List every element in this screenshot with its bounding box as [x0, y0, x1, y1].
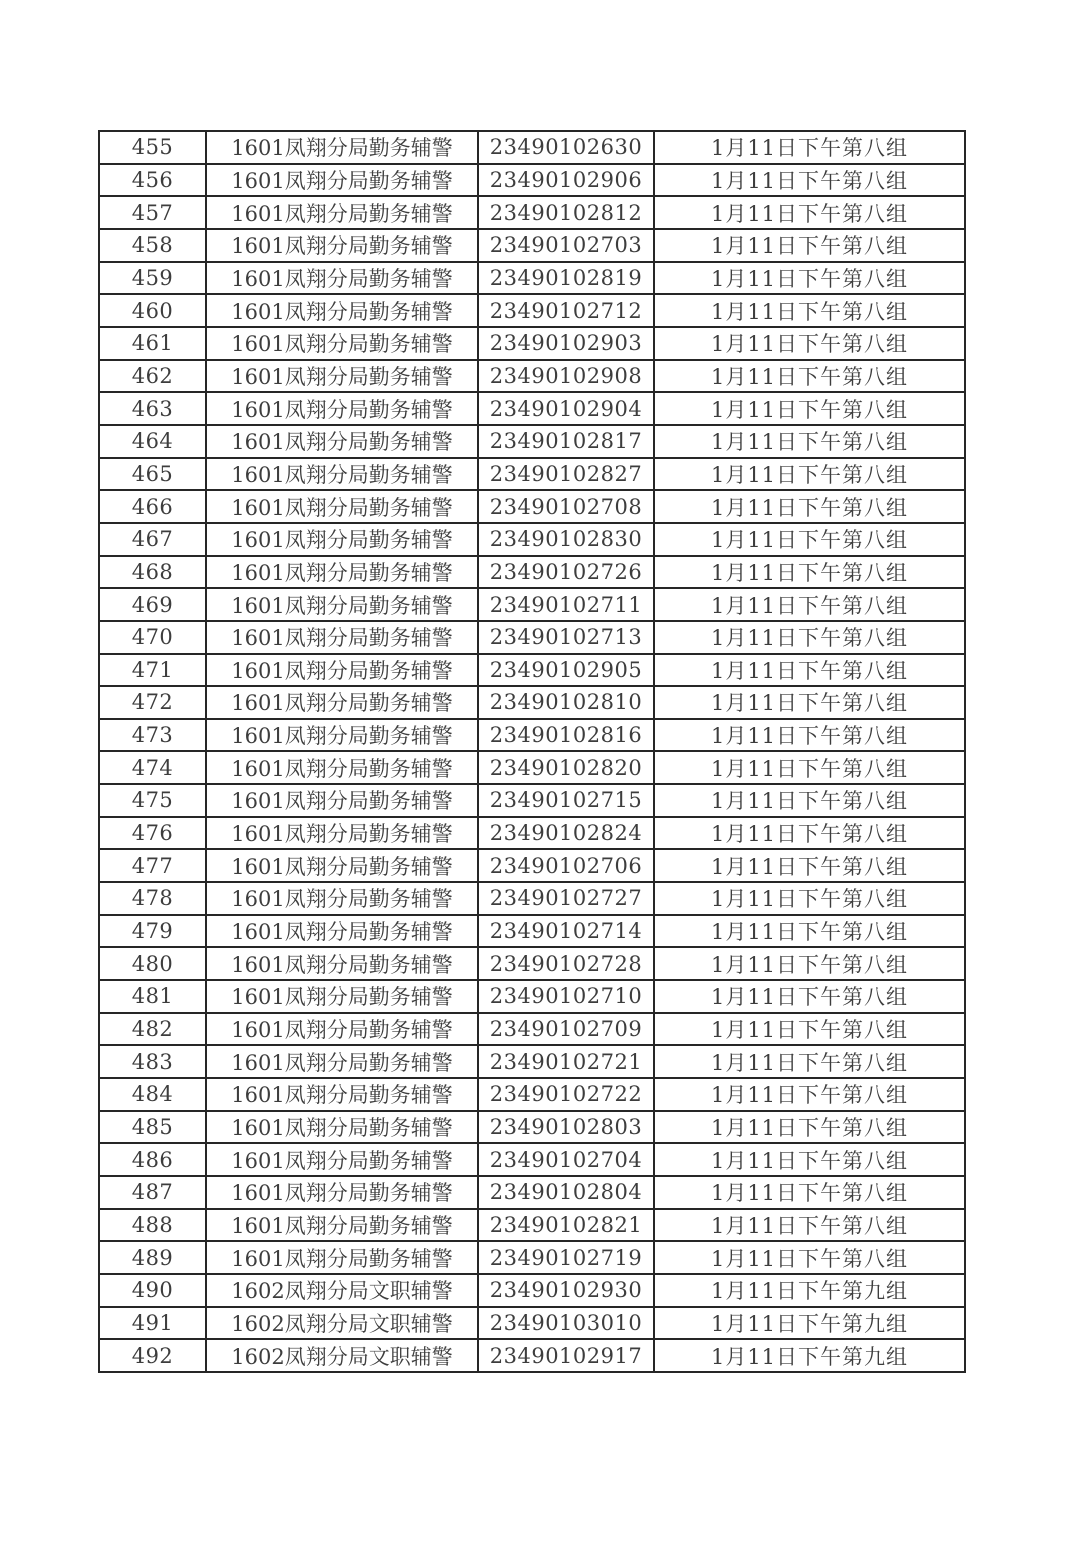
cell-serial-number: 487 — [99, 1176, 206, 1209]
cell-position: 1601凤翔分局勤务辅警 — [206, 523, 478, 556]
table-row — [99, 1241, 965, 1274]
cell-serial-number: 468 — [99, 556, 206, 589]
table-row — [99, 849, 965, 882]
cell-admission-number: 23490102804 — [478, 1176, 654, 1209]
cell-admission-number: 23490102905 — [478, 654, 654, 687]
cell-interview-group: 1月11日下午第八组 — [654, 1209, 965, 1242]
cell-admission-number: 23490102816 — [478, 719, 654, 752]
cell-position: 1601凤翔分局勤务辅警 — [206, 915, 478, 948]
cell-position: 1601凤翔分局勤务辅警 — [206, 947, 478, 980]
cell-position: 1601凤翔分局勤务辅警 — [206, 262, 478, 295]
cell-serial-number: 483 — [99, 1045, 206, 1078]
cell-admission-number: 23490102908 — [478, 360, 654, 393]
table-row — [99, 784, 965, 817]
table-row — [99, 588, 965, 621]
cell-position: 1602凤翔分局文职辅警 — [206, 1274, 478, 1307]
cell-position: 1601凤翔分局勤务辅警 — [206, 882, 478, 915]
cell-interview-group: 1月11日下午第八组 — [654, 262, 965, 295]
cell-serial-number: 462 — [99, 360, 206, 393]
cell-serial-number: 479 — [99, 915, 206, 948]
cell-interview-group: 1月11日下午第八组 — [654, 229, 965, 262]
cell-interview-group: 1月11日下午第八组 — [654, 131, 965, 164]
cell-position: 1602凤翔分局文职辅警 — [206, 1339, 478, 1372]
cell-position: 1601凤翔分局勤务辅警 — [206, 490, 478, 523]
cell-position: 1601凤翔分局勤务辅警 — [206, 751, 478, 784]
cell-serial-number: 472 — [99, 686, 206, 719]
table-row — [99, 1111, 965, 1144]
cell-serial-number: 471 — [99, 654, 206, 687]
cell-admission-number: 23490102704 — [478, 1143, 654, 1176]
cell-interview-group: 1月11日下午第八组 — [654, 686, 965, 719]
cell-position: 1601凤翔分局勤务辅警 — [206, 164, 478, 197]
cell-admission-number: 23490102715 — [478, 784, 654, 817]
cell-serial-number: 482 — [99, 1013, 206, 1046]
cell-position: 1601凤翔分局勤务辅警 — [206, 621, 478, 654]
cell-position: 1601凤翔分局勤务辅警 — [206, 1045, 478, 1078]
cell-serial-number: 488 — [99, 1209, 206, 1242]
cell-interview-group: 1月11日下午第八组 — [654, 588, 965, 621]
cell-interview-group: 1月11日下午第八组 — [654, 1176, 965, 1209]
cell-position: 1601凤翔分局勤务辅警 — [206, 719, 478, 752]
cell-position: 1601凤翔分局勤务辅警 — [206, 1013, 478, 1046]
cell-interview-group: 1月11日下午第八组 — [654, 1111, 965, 1144]
cell-admission-number: 23490102711 — [478, 588, 654, 621]
cell-position: 1602凤翔分局文职辅警 — [206, 1307, 478, 1340]
cell-admission-number: 23490102812 — [478, 196, 654, 229]
cell-position: 1601凤翔分局勤务辅警 — [206, 784, 478, 817]
cell-interview-group: 1月11日下午第八组 — [654, 1013, 965, 1046]
cell-position: 1601凤翔分局勤务辅警 — [206, 392, 478, 425]
cell-serial-number: 465 — [99, 458, 206, 491]
cell-admission-number: 23490102710 — [478, 980, 654, 1013]
cell-serial-number: 490 — [99, 1274, 206, 1307]
cell-admission-number: 23490102708 — [478, 490, 654, 523]
table-row — [99, 1307, 965, 1340]
cell-serial-number: 456 — [99, 164, 206, 197]
cell-admission-number: 23490102830 — [478, 523, 654, 556]
table-row — [99, 523, 965, 556]
table-row — [99, 817, 965, 850]
cell-serial-number: 470 — [99, 621, 206, 654]
cell-position: 1601凤翔分局勤务辅警 — [206, 1143, 478, 1176]
table-row — [99, 327, 965, 360]
cell-admission-number: 23490102726 — [478, 556, 654, 589]
cell-interview-group: 1月11日下午第八组 — [654, 1143, 965, 1176]
cell-serial-number: 481 — [99, 980, 206, 1013]
cell-serial-number: 461 — [99, 327, 206, 360]
table-row — [99, 360, 965, 393]
cell-admission-number: 23490102906 — [478, 164, 654, 197]
cell-interview-group: 1月11日下午第八组 — [654, 719, 965, 752]
cell-admission-number: 23490102930 — [478, 1274, 654, 1307]
cell-position: 1601凤翔分局勤务辅警 — [206, 980, 478, 1013]
table-row — [99, 882, 965, 915]
cell-position: 1601凤翔分局勤务辅警 — [206, 1176, 478, 1209]
table-row — [99, 229, 965, 262]
cell-admission-number: 23490102803 — [478, 1111, 654, 1144]
cell-interview-group: 1月11日下午第八组 — [654, 164, 965, 197]
cell-interview-group: 1月11日下午第八组 — [654, 458, 965, 491]
cell-serial-number: 473 — [99, 719, 206, 752]
table-row — [99, 131, 965, 164]
cell-interview-group: 1月11日下午第八组 — [654, 882, 965, 915]
cell-position: 1601凤翔分局勤务辅警 — [206, 458, 478, 491]
cell-serial-number: 464 — [99, 425, 206, 458]
table-row — [99, 1013, 965, 1046]
cell-admission-number: 23490102630 — [478, 131, 654, 164]
cell-interview-group: 1月11日下午第八组 — [654, 849, 965, 882]
cell-interview-group: 1月11日下午第九组 — [654, 1307, 965, 1340]
cell-admission-number: 23490102721 — [478, 1045, 654, 1078]
table-body — [99, 131, 965, 1372]
cell-admission-number: 23490102819 — [478, 262, 654, 295]
cell-interview-group: 1月11日下午第八组 — [654, 1241, 965, 1274]
cell-admission-number: 23490102719 — [478, 1241, 654, 1274]
table-row — [99, 164, 965, 197]
table-row — [99, 1274, 965, 1307]
cell-serial-number: 460 — [99, 294, 206, 327]
cell-interview-group: 1月11日下午第八组 — [654, 556, 965, 589]
table-row — [99, 915, 965, 948]
cell-position: 1601凤翔分局勤务辅警 — [206, 294, 478, 327]
cell-admission-number: 23490102713 — [478, 621, 654, 654]
cell-position: 1601凤翔分局勤务辅警 — [206, 360, 478, 393]
cell-admission-number: 23490102728 — [478, 947, 654, 980]
cell-interview-group: 1月11日下午第八组 — [654, 196, 965, 229]
cell-serial-number: 491 — [99, 1307, 206, 1340]
cell-serial-number: 478 — [99, 882, 206, 915]
cell-serial-number: 467 — [99, 523, 206, 556]
table-row — [99, 425, 965, 458]
cell-position: 1601凤翔分局勤务辅警 — [206, 196, 478, 229]
cell-interview-group: 1月11日下午第八组 — [654, 392, 965, 425]
table-row — [99, 719, 965, 752]
table-row — [99, 686, 965, 719]
cell-serial-number: 455 — [99, 131, 206, 164]
cell-interview-group: 1月11日下午第八组 — [654, 425, 965, 458]
cell-admission-number: 23490102703 — [478, 229, 654, 262]
table-row — [99, 1045, 965, 1078]
cell-serial-number: 457 — [99, 196, 206, 229]
cell-serial-number: 485 — [99, 1111, 206, 1144]
cell-serial-number: 458 — [99, 229, 206, 262]
table-row — [99, 262, 965, 295]
cell-admission-number: 23490103010 — [478, 1307, 654, 1340]
cell-admission-number: 23490102727 — [478, 882, 654, 915]
table-row — [99, 1176, 965, 1209]
cell-interview-group: 1月11日下午第八组 — [654, 751, 965, 784]
table-row — [99, 196, 965, 229]
cell-serial-number: 492 — [99, 1339, 206, 1372]
table-row — [99, 1078, 965, 1111]
cell-position: 1601凤翔分局勤务辅警 — [206, 1078, 478, 1111]
cell-position: 1601凤翔分局勤务辅警 — [206, 588, 478, 621]
cell-interview-group: 1月11日下午第八组 — [654, 915, 965, 948]
table-row — [99, 458, 965, 491]
cell-admission-number: 23490102903 — [478, 327, 654, 360]
cell-admission-number: 23490102810 — [478, 686, 654, 719]
table-row — [99, 1209, 965, 1242]
cell-admission-number: 23490102821 — [478, 1209, 654, 1242]
cell-interview-group: 1月11日下午第八组 — [654, 621, 965, 654]
cell-position: 1601凤翔分局勤务辅警 — [206, 327, 478, 360]
cell-interview-group: 1月11日下午第八组 — [654, 327, 965, 360]
table-row — [99, 556, 965, 589]
cell-position: 1601凤翔分局勤务辅警 — [206, 1209, 478, 1242]
cell-serial-number: 463 — [99, 392, 206, 425]
cell-serial-number: 459 — [99, 262, 206, 295]
cell-interview-group: 1月11日下午第八组 — [654, 980, 965, 1013]
cell-position: 1601凤翔分局勤务辅警 — [206, 849, 478, 882]
cell-serial-number: 480 — [99, 947, 206, 980]
cell-admission-number: 23490102722 — [478, 1078, 654, 1111]
cell-position: 1601凤翔分局勤务辅警 — [206, 817, 478, 850]
cell-interview-group: 1月11日下午第八组 — [654, 1078, 965, 1111]
cell-serial-number: 466 — [99, 490, 206, 523]
candidate-roster-table — [98, 130, 966, 1373]
cell-serial-number: 469 — [99, 588, 206, 621]
table-row — [99, 654, 965, 687]
cell-position: 1601凤翔分局勤务辅警 — [206, 556, 478, 589]
cell-admission-number: 23490102817 — [478, 425, 654, 458]
cell-admission-number: 23490102709 — [478, 1013, 654, 1046]
cell-interview-group: 1月11日下午第八组 — [654, 784, 965, 817]
cell-interview-group: 1月11日下午第八组 — [654, 1045, 965, 1078]
cell-position: 1601凤翔分局勤务辅警 — [206, 1241, 478, 1274]
cell-admission-number: 23490102917 — [478, 1339, 654, 1372]
cell-admission-number: 23490102904 — [478, 392, 654, 425]
cell-position: 1601凤翔分局勤务辅警 — [206, 686, 478, 719]
cell-interview-group: 1月11日下午第八组 — [654, 294, 965, 327]
cell-interview-group: 1月11日下午第九组 — [654, 1339, 965, 1372]
table-row — [99, 751, 965, 784]
table-row — [99, 621, 965, 654]
table-row — [99, 980, 965, 1013]
cell-admission-number: 23490102712 — [478, 294, 654, 327]
cell-serial-number: 477 — [99, 849, 206, 882]
cell-admission-number: 23490102706 — [478, 849, 654, 882]
cell-interview-group: 1月11日下午第八组 — [654, 490, 965, 523]
table-row — [99, 294, 965, 327]
table-row — [99, 490, 965, 523]
cell-interview-group: 1月11日下午第八组 — [654, 360, 965, 393]
cell-serial-number: 489 — [99, 1241, 206, 1274]
cell-position: 1601凤翔分局勤务辅警 — [206, 425, 478, 458]
cell-serial-number: 486 — [99, 1143, 206, 1176]
cell-position: 1601凤翔分局勤务辅警 — [206, 1111, 478, 1144]
table-row — [99, 1339, 965, 1372]
cell-position: 1601凤翔分局勤务辅警 — [206, 229, 478, 262]
table-row — [99, 392, 965, 425]
cell-interview-group: 1月11日下午第八组 — [654, 947, 965, 980]
cell-serial-number: 484 — [99, 1078, 206, 1111]
cell-serial-number: 474 — [99, 751, 206, 784]
cell-interview-group: 1月11日下午第八组 — [654, 654, 965, 687]
cell-admission-number: 23490102824 — [478, 817, 654, 850]
cell-interview-group: 1月11日下午第九组 — [654, 1274, 965, 1307]
cell-admission-number: 23490102714 — [478, 915, 654, 948]
cell-serial-number: 475 — [99, 784, 206, 817]
table-row — [99, 947, 965, 980]
cell-interview-group: 1月11日下午第八组 — [654, 523, 965, 556]
table-row — [99, 1143, 965, 1176]
cell-interview-group: 1月11日下午第八组 — [654, 817, 965, 850]
cell-admission-number: 23490102827 — [478, 458, 654, 491]
cell-position: 1601凤翔分局勤务辅警 — [206, 131, 478, 164]
cell-admission-number: 23490102820 — [478, 751, 654, 784]
cell-serial-number: 476 — [99, 817, 206, 850]
cell-position: 1601凤翔分局勤务辅警 — [206, 654, 478, 687]
